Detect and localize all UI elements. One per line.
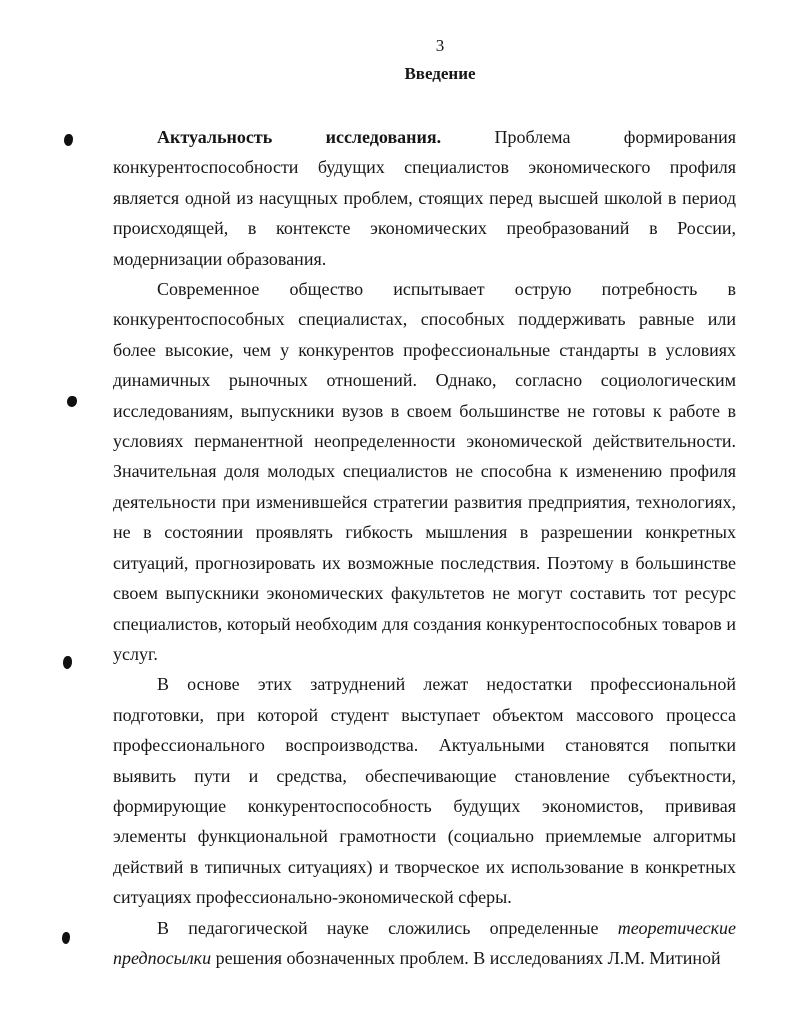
- punch-hole-mark: [63, 656, 72, 669]
- page-heading: Введение: [404, 64, 476, 83]
- page-number: 3: [435, 36, 445, 55]
- paragraph-text: Современное общество испытывает острую потребность в конкурентоспособных специалистах, способных поддерживать равные или более высокие, чем у конкурентов профессиональные стандарты в условиях динамичных рыночных отношений. Однако, согласно социологическим исследованиям, выпускники вузов в своем большинстве не готовы к работе в условиях перманентной неопределенности экономической действительности. Значительная доля молодых специалистов не способна к изменению профиля деятельности при изменившейся стратегии развития предприятия, технологиях, не в состоянии проявлять гибкость мышления в разрешении конкретных ситуаций, прогнозировать их возможные последствия. Поэтому в большинстве своем выпускники экономических факультетов не могут составить тот ресурс специалистов, который необходим для создания конкурентоспособных товаров и услуг.: [113, 279, 736, 664]
- paragraph-text-rest: решения обозначенных проблем. В исследованиях Л.М. Митиной: [211, 947, 721, 968]
- emphasis-text: теоретические предпосылки: [113, 917, 736, 968]
- paragraph-theory: [113, 913, 736, 974]
- paragraph-text: Проблема формирования конкурентоспособности будущих специалистов экономического профиля является одной из насущных проблем, стоящих перед высшей школой в период происходящей, в контексте экономических преобразований в России, модернизации образования.: [113, 127, 737, 269]
- paragraph-modern-society: [113, 274, 736, 669]
- paragraph-text-lead: В педагогической науке сложились определенные: [157, 917, 618, 938]
- body-text: [113, 122, 736, 973]
- punch-hole-mark: [62, 932, 70, 944]
- paragraph-relevance: [113, 122, 736, 274]
- run-in-heading: Актуальность исследования.: [157, 127, 442, 147]
- punch-hole-mark: [67, 396, 77, 407]
- paragraph-difficulties: [113, 669, 736, 912]
- punch-hole-mark: [64, 134, 73, 146]
- paragraph-text: В основе этих затруднений лежат недостатки профессиональной подготовки, при которой студент выступает объектом массового процесса профессионального воспроизводства. Актуальными становятся попытки выявить пути и средства, обеспечивающие становление субъектности, формирующие конкурентоспособность будущих экономистов, прививая элементы функциональной грамотности (социально приемлемые алгоритмы действий в типичных ситуациях) и творческое их использование в конкретных ситуациях профессионально-экономической сферы.: [113, 674, 736, 908]
